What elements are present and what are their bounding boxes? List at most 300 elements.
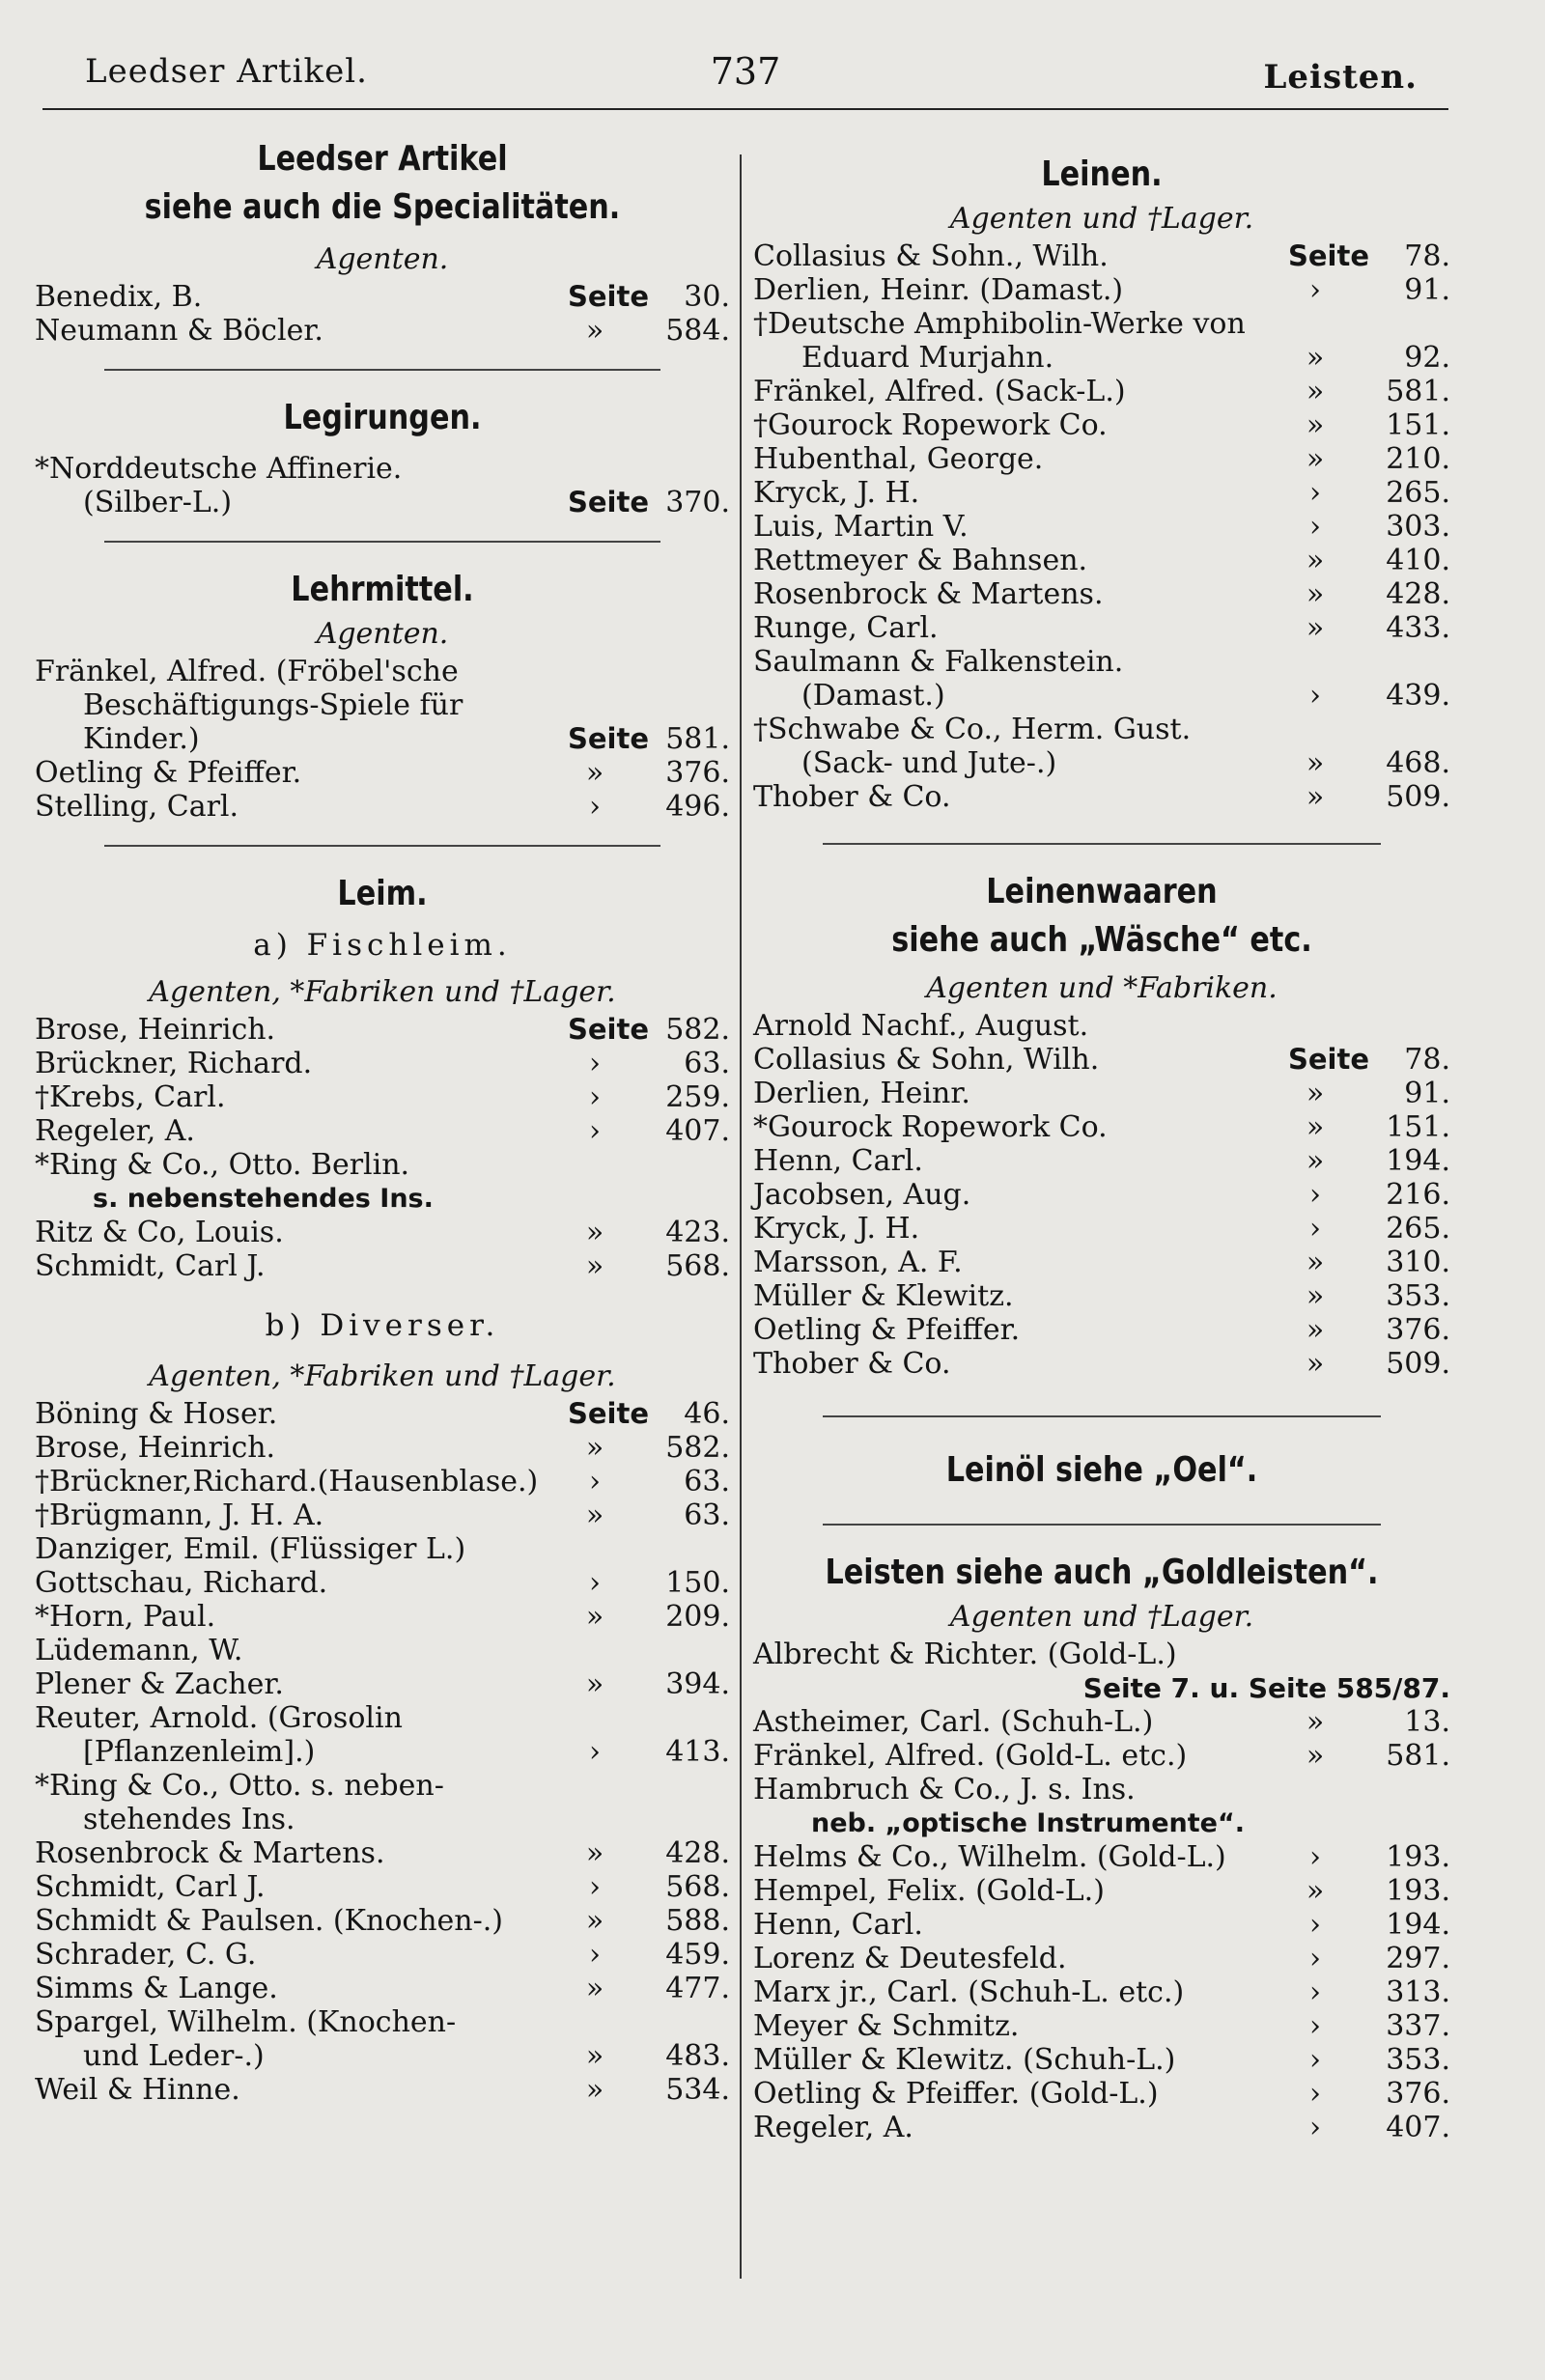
page-ref: 413.	[665, 1735, 730, 1769]
section-legierungen	[35, 394, 730, 519]
entry-name: Albrecht & Richter. (Gold-L.)	[753, 1638, 1177, 1671]
list-item	[35, 2005, 730, 2039]
page-ref: 509.	[1386, 1347, 1450, 1381]
section-separator	[823, 1415, 1381, 1417]
ditto-mark: »	[1306, 1874, 1325, 1908]
list-item	[753, 1908, 1450, 1942]
list-item	[35, 486, 730, 519]
ditto-mark: ›	[1309, 2111, 1321, 2144]
page-ref: 581.	[665, 722, 730, 756]
page-ref: 568.	[665, 1870, 730, 1904]
list-item	[35, 722, 730, 756]
section-title: Leinenwaaren	[986, 872, 1218, 911]
entry-name: †Brügmann, J. H. A.	[35, 1498, 324, 1532]
group-label: Agenten, *Fabriken und †Lager.	[149, 975, 616, 1009]
entry-list	[35, 280, 730, 348]
section-separator	[823, 843, 1381, 845]
entry-reference: Seite 7. u. Seite 585/87.	[1082, 1672, 1450, 1704]
entry-name: Lorenz & Deutesfeld.	[753, 1942, 1067, 1975]
page-ref: 568.	[665, 1249, 730, 1283]
entry-name: Benedix, B.	[35, 280, 203, 314]
page-ref: 216.	[1386, 1178, 1450, 1212]
list-item	[35, 1249, 730, 1283]
section-subtitle: siehe auch die Specialitäten.	[144, 187, 621, 227]
entry-name: Ritz & Co, Louis.	[35, 1216, 284, 1249]
list-item	[753, 1077, 1450, 1110]
list-item	[753, 679, 1450, 713]
list-item	[753, 713, 1450, 746]
list-item	[35, 1397, 730, 1431]
entry-name: Reuter, Arnold. (Grosolin	[35, 1701, 403, 1735]
entry-name: Müller & Klewitz. (Schuh-L.)	[753, 2043, 1176, 2077]
sub-heading-a: a) Fischleim.	[253, 928, 512, 963]
list-item	[753, 746, 1450, 780]
page-ref: 30.	[684, 280, 730, 314]
entry-name: *Gourock Ropework Co.	[753, 1110, 1108, 1144]
entry-name: Jacobsen, Aug.	[753, 1178, 971, 1212]
group-label: Agenten.	[316, 617, 449, 651]
list-item	[753, 307, 1450, 341]
page-ref: 370.	[665, 486, 730, 519]
ditto-mark: »	[585, 1216, 604, 1249]
entry-list	[753, 1705, 1450, 1773]
ditto-mark: »	[585, 2039, 604, 2073]
page-ref: 151.	[1386, 1110, 1450, 1144]
entry-note: s. nebenstehendes Ins.	[93, 1184, 434, 1214]
entry-name: Rettmeyer & Bahnsen.	[753, 544, 1088, 577]
entry-name: *Norddeutsche Affinerie.	[35, 452, 403, 486]
list-item	[753, 2043, 1450, 2077]
page-ref: 584.	[665, 314, 730, 348]
page-ref: 433.	[1386, 611, 1450, 645]
entry-name: Gottschau, Richard.	[35, 1566, 328, 1600]
ditto-mark: »	[585, 1836, 604, 1870]
entry-name: Helms & Co., Wilhelm. (Gold-L.)	[753, 1840, 1226, 1874]
seite-label: Seite	[567, 1013, 649, 1046]
entry-name: Collasius & Sohn, Wilh.	[753, 1043, 1100, 1077]
list-item	[35, 314, 730, 348]
list-item	[753, 577, 1450, 611]
list-item	[35, 1972, 730, 2005]
list-item	[35, 1634, 730, 1667]
ditto-mark: ›	[589, 1870, 601, 1904]
list-item	[753, 375, 1450, 408]
page-ref: 91.	[1404, 1077, 1450, 1110]
entry-name: Fränkel, Alfred. (Gold-L. etc.)	[753, 1739, 1188, 1773]
page-ref: 483.	[665, 2039, 730, 2073]
list-item	[753, 1739, 1450, 1773]
entry-name: Brückner, Richard.	[35, 1047, 313, 1080]
list-item	[753, 1279, 1450, 1313]
entry-name: Danziger, Emil. (Flüssiger L.)	[35, 1532, 466, 1566]
page-ref: 303.	[1386, 510, 1450, 544]
page-ref: 210.	[1386, 442, 1450, 476]
right-column	[753, 135, 1450, 2144]
entry-name: Stelling, Carl.	[35, 790, 239, 824]
section-leisten	[753, 1549, 1450, 2144]
section-title: Leisten siehe auch „Goldleisten“.	[825, 1553, 1379, 1592]
ditto-mark: »	[1306, 577, 1325, 611]
list-item	[35, 655, 730, 688]
ditto-mark: »	[1306, 1279, 1325, 1313]
page-ref: 534.	[665, 2073, 730, 2107]
ditto-mark: ›	[1309, 2043, 1321, 2077]
sub-heading-b: b) Diverser.	[265, 1308, 500, 1343]
list-item	[753, 341, 1450, 375]
entry-name: Oetling & Pfeiffer.	[753, 1313, 1021, 1347]
header-left: Leedser Artikel.	[85, 52, 368, 91]
entry-name: *Horn, Paul.	[35, 1600, 216, 1634]
entry-name: Derlien, Heinr.	[753, 1077, 970, 1110]
page-ref: 194.	[1386, 1908, 1450, 1942]
list-item	[35, 2039, 730, 2073]
list-item	[35, 1870, 730, 1904]
entry-name: Oetling & Pfeiffer.	[35, 756, 302, 790]
entry-note: neb. „optische Instrumente“.	[811, 1808, 1245, 1838]
page-ref: 46.	[684, 1397, 730, 1431]
ditto-mark: »	[585, 2073, 604, 2107]
entry-name: Spargel, Wilhelm. (Knochen-	[35, 2005, 457, 2039]
entry-name: Regeler, A.	[753, 2111, 913, 2144]
entry-list	[35, 1397, 730, 2107]
ditto-mark: ›	[1309, 1975, 1321, 2009]
page-ref: 297.	[1386, 1942, 1450, 1975]
section-title: Leim.	[337, 874, 428, 913]
entry-name: Henn, Carl.	[753, 1908, 923, 1942]
entry-name: †Gourock Ropework Co.	[753, 408, 1108, 442]
entry-name: Neumann & Böcler.	[35, 314, 323, 348]
list-item	[35, 1114, 730, 1148]
entry-name: (Silber-L.)	[83, 486, 233, 519]
entry-name: Müller & Klewitz.	[753, 1279, 1014, 1313]
page-ref: 468.	[1386, 746, 1450, 780]
entry-name: Rosenbrock & Martens.	[753, 577, 1104, 611]
entry-name: Thober & Co.	[753, 1347, 951, 1381]
entry-name: Kinder.)	[83, 722, 200, 756]
list-item	[35, 2073, 730, 2107]
entry-name: Schrader, C. G.	[35, 1938, 257, 1972]
entry-name: Hubenthal, George.	[753, 442, 1044, 476]
entry-name: *Ring & Co., Otto. s. neben-	[35, 1769, 444, 1803]
entry-list	[35, 452, 730, 519]
ditto-mark: ›	[1309, 2077, 1321, 2111]
ditto-mark: »	[585, 1498, 604, 1532]
list-item	[35, 1836, 730, 1870]
list-item	[753, 1773, 1450, 1806]
entry-name: Oetling & Pfeiffer. (Gold-L.)	[753, 2077, 1159, 2111]
ditto-mark: »	[1306, 1110, 1325, 1144]
section-lehrmittel	[35, 566, 730, 824]
ditto-mark: ›	[1309, 510, 1321, 544]
list-item	[35, 1013, 730, 1047]
ditto-mark: ›	[589, 790, 601, 824]
page-ref: 310.	[1386, 1246, 1450, 1279]
list-item	[753, 1671, 1450, 1705]
list-item	[753, 1009, 1450, 1043]
ditto-mark: ›	[1309, 1908, 1321, 1942]
page-ref: 582.	[665, 1431, 730, 1465]
entry-list	[35, 655, 730, 824]
section-title: Leedser Artikel	[257, 139, 508, 179]
section-subtitle: siehe auch „Wäsche“ etc.	[891, 920, 1312, 960]
list-item	[753, 1942, 1450, 1975]
ditto-mark: »	[585, 756, 604, 790]
entry-list	[753, 239, 1450, 814]
list-item	[35, 688, 730, 722]
page-ref: 193.	[1386, 1874, 1450, 1908]
list-item	[35, 1904, 730, 1938]
entry-name: Fränkel, Alfred. (Fröbel'sche	[35, 655, 459, 688]
entry-name: †Schwabe & Co., Herm. Gust.	[753, 713, 1192, 746]
ditto-mark: »	[1306, 375, 1325, 408]
list-item	[753, 2009, 1450, 2043]
page-ref: 63.	[684, 1498, 730, 1532]
list-item	[753, 1347, 1450, 1381]
section-leinen	[753, 151, 1450, 814]
page-ref: 151.	[1386, 408, 1450, 442]
entry-name: Collasius & Sohn., Wilh.	[753, 239, 1109, 273]
entry-name: Derlien, Heinr. (Damast.)	[753, 273, 1124, 307]
entry-name: Rosenbrock & Martens.	[35, 1836, 385, 1870]
list-item	[753, 645, 1450, 679]
group-label: Agenten und †Lager.	[949, 202, 1254, 236]
ditto-mark: »	[585, 1431, 604, 1465]
entry-name: stehendes Ins.	[83, 1803, 295, 1836]
list-item	[753, 1043, 1450, 1077]
entry-name: Böning & Hoser.	[35, 1397, 278, 1431]
list-item	[753, 2077, 1450, 2111]
section-separator	[104, 369, 660, 371]
ditto-mark: »	[585, 314, 604, 348]
section-leedser-artikel	[35, 135, 730, 348]
list-item	[35, 1216, 730, 1249]
entry-name: Runge, Carl.	[753, 611, 939, 645]
page-ref: 376.	[665, 756, 730, 790]
list-item	[753, 611, 1450, 645]
list-item	[35, 790, 730, 824]
group-label: Agenten.	[316, 242, 449, 276]
entry-name: Schmidt, Carl J.	[35, 1249, 266, 1283]
group-label: Agenten und †Lager.	[949, 1600, 1254, 1634]
ditto-mark: »	[1306, 1144, 1325, 1178]
group-label: Agenten und *Fabriken.	[926, 971, 1278, 1005]
section-title: Leinöl siehe „Oel“.	[945, 1450, 1258, 1490]
page-ref: 410.	[1386, 544, 1450, 577]
ditto-mark: »	[1306, 341, 1325, 375]
page-ref: 337.	[1386, 2009, 1450, 2043]
page-ref: 194.	[1386, 1144, 1450, 1178]
entry-name: Beschäftigungs-Spiele für	[83, 688, 464, 722]
column-divider	[740, 154, 742, 2279]
page-ref: 259.	[665, 1080, 730, 1114]
ditto-mark: ›	[1309, 273, 1321, 307]
entry-name: Simms & Lange.	[35, 1972, 278, 2005]
entry-list	[753, 1840, 1450, 2144]
list-item	[35, 1431, 730, 1465]
entry-name: Hambruch & Co., J. s. Ins.	[753, 1773, 1136, 1806]
page-ref: 92.	[1404, 341, 1450, 375]
header-right: Leisten.	[1263, 58, 1418, 97]
list-item	[753, 1874, 1450, 1908]
ditto-mark: ›	[1309, 1212, 1321, 1246]
entry-name: und Leder-.)	[83, 2039, 265, 2073]
section-leinenwaaren	[753, 868, 1450, 1381]
list-item	[753, 476, 1450, 510]
page-ref: 353.	[1386, 2043, 1450, 2077]
entry-name: Kryck, J. H.	[753, 1212, 920, 1246]
ditto-mark: ›	[589, 1080, 601, 1114]
list-item	[35, 1465, 730, 1498]
list-item	[753, 1110, 1450, 1144]
ditto-mark: »	[1306, 442, 1325, 476]
entry-name: †Krebs, Carl.	[35, 1080, 226, 1114]
left-column	[35, 135, 730, 2107]
list-item	[753, 1144, 1450, 1178]
page-ref: 63.	[684, 1465, 730, 1498]
entry-name: Schmidt & Paulsen. (Knochen-.)	[35, 1904, 504, 1938]
entry-name: Regeler, A.	[35, 1114, 195, 1148]
list-item	[753, 1212, 1450, 1246]
page-ref: 407.	[1386, 2111, 1450, 2144]
entry-name: (Sack- und Jute-.)	[801, 746, 1057, 780]
entry-name: Plener & Zacher.	[35, 1667, 284, 1701]
list-item	[35, 1701, 730, 1735]
section-separator	[104, 541, 660, 543]
entry-name: Schmidt, Carl J.	[35, 1870, 266, 1904]
page-ref: 423.	[665, 1216, 730, 1249]
ditto-mark: »	[1306, 1347, 1325, 1381]
ditto-mark: »	[1306, 544, 1325, 577]
entry-name: Marx jr., Carl. (Schuh-L. etc.)	[753, 1975, 1185, 2009]
ditto-mark: ›	[1309, 1178, 1321, 1212]
page-ref: 78.	[1404, 1043, 1450, 1077]
page-ref: 63.	[684, 1047, 730, 1080]
page-ref: 313.	[1386, 1975, 1450, 2009]
ditto-mark: ›	[589, 1114, 601, 1148]
section-separator	[823, 1524, 1381, 1526]
entry-name: Henn, Carl.	[753, 1144, 923, 1178]
entry-name: [Pflanzenleim].)	[83, 1735, 316, 1769]
page-ref: 209.	[665, 1600, 730, 1634]
page-ref: 428.	[665, 1836, 730, 1870]
page-ref: 509.	[1386, 780, 1450, 814]
entry-name: Brose, Heinrich.	[35, 1013, 276, 1047]
entry-name: Astheimer, Carl. (Schuh-L.)	[753, 1705, 1154, 1739]
list-item	[753, 1705, 1450, 1739]
section-separator	[104, 845, 660, 847]
entry-name: †Deutsche Amphibolin-Werke von	[753, 307, 1246, 341]
ditto-mark: »	[1306, 1246, 1325, 1279]
list-item	[753, 1313, 1450, 1347]
list-item	[753, 2111, 1450, 2144]
ditto-mark: »	[585, 1904, 604, 1938]
ditto-mark: »	[1306, 611, 1325, 645]
page-ref: 394.	[665, 1667, 730, 1701]
entry-list	[753, 1009, 1450, 1381]
list-item	[753, 510, 1450, 544]
list-item	[35, 1735, 730, 1769]
page-ref: 459.	[665, 1938, 730, 1972]
ditto-mark: ›	[1309, 476, 1321, 510]
list-item	[753, 780, 1450, 814]
section-title: Legirungen.	[283, 398, 482, 437]
page-ref: 477.	[665, 1972, 730, 2005]
page-ref: 581.	[1386, 1739, 1450, 1773]
ditto-mark: »	[585, 1972, 604, 2005]
entry-name: Lüdemann, W.	[35, 1634, 243, 1667]
list-item	[35, 1566, 730, 1600]
seite-label: Seite	[567, 280, 649, 313]
section-leinoel	[753, 1446, 1450, 1495]
page-ref: 407.	[665, 1114, 730, 1148]
ditto-mark: »	[1306, 1313, 1325, 1347]
ditto-mark: »	[1306, 1739, 1325, 1773]
list-item	[753, 544, 1450, 577]
entry-name: (Damast.)	[801, 679, 945, 713]
seite-label: Seite	[1287, 1043, 1369, 1076]
ditto-mark: ›	[589, 1047, 601, 1080]
ditto-mark: »	[1306, 780, 1325, 814]
list-item	[35, 1532, 730, 1566]
ditto-mark: »	[1306, 1077, 1325, 1110]
list-item	[35, 1803, 730, 1836]
page-ref: 265.	[1386, 476, 1450, 510]
entry-name: *Ring & Co., Otto. Berlin.	[35, 1148, 410, 1182]
list-item	[35, 452, 730, 486]
list-item	[35, 1080, 730, 1114]
list-item	[35, 756, 730, 790]
page-number: 737	[710, 50, 781, 93]
list-item	[35, 1667, 730, 1701]
page-ref: 353.	[1386, 1279, 1450, 1313]
page-ref: 428.	[1386, 577, 1450, 611]
list-item	[753, 1638, 1450, 1671]
page-ref: 581.	[1386, 375, 1450, 408]
entry-name: †Brückner,Richard.(Hausenblase.)	[35, 1465, 539, 1498]
list-item	[35, 280, 730, 314]
list-item	[753, 442, 1450, 476]
ditto-mark: »	[585, 1249, 604, 1283]
page-ref: 265.	[1386, 1212, 1450, 1246]
section-leim	[35, 870, 730, 2107]
page-ref: 193.	[1386, 1840, 1450, 1874]
entry-name: Luis, Martin V.	[753, 510, 969, 544]
entry-name: Meyer & Schmitz.	[753, 2009, 1020, 2043]
page-ref: 78.	[1404, 239, 1450, 273]
page-ref: 376.	[1386, 1313, 1450, 1347]
ditto-mark: ›	[589, 1566, 601, 1600]
group-label: Agenten, *Fabriken und †Lager.	[149, 1359, 616, 1393]
entry-name: Brose, Heinrich.	[35, 1431, 276, 1465]
page-header	[42, 42, 1448, 110]
list-item	[753, 1975, 1450, 2009]
list-item	[753, 1246, 1450, 1279]
list-item	[35, 1498, 730, 1532]
page-ref: 588.	[665, 1904, 730, 1938]
entry-name: Saulmann & Falkenstein.	[753, 645, 1124, 679]
seite-label: Seite	[1287, 239, 1369, 272]
list-item	[35, 1600, 730, 1634]
entry-name: Kryck, J. H.	[753, 476, 920, 510]
list-item	[753, 1840, 1450, 1874]
page-ref: 582.	[665, 1013, 730, 1047]
list-item	[753, 1178, 1450, 1212]
page-ref: 13.	[1404, 1705, 1450, 1739]
entry-name: Eduard Murjahn.	[801, 341, 1054, 375]
ditto-mark: »	[585, 1667, 604, 1701]
ditto-mark: ›	[1309, 2009, 1321, 2043]
list-item	[753, 273, 1450, 307]
